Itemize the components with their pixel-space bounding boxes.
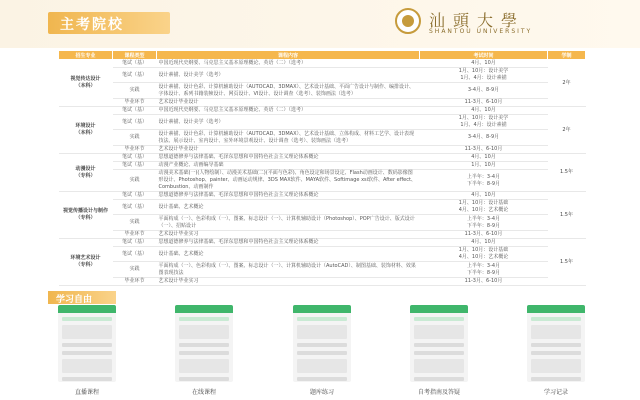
table-row <box>59 68 586 83</box>
app-screenshots <box>58 305 585 400</box>
cell-exam-time: 1月、10月：设计基础 4月、10月：艺术概论 <box>420 247 548 262</box>
table-header-row <box>59 51 586 60</box>
app-line <box>179 343 229 347</box>
cell-course-type: 毕业环节 <box>113 231 157 239</box>
cell-course-content: 设计素描、设计色彩、计算机辅助设计（AUTOCAD、3DMAX）、艺术设计基础、平面广告设计与制作、编排设计、字体设计、系列书籍装帧设计、网页设计、VI设计、设计调查（选考）、装饰画法（选考） <box>157 83 420 99</box>
cell-exam-time: 1月、10月：设计美学 1月、4月：设计素描 <box>420 68 548 83</box>
table-row <box>59 162 586 170</box>
cell-exam-time: 11-3月、6-10月 <box>420 146 548 154</box>
cell-exam-time: 4月、10月 <box>420 239 548 247</box>
header-banner <box>0 0 640 48</box>
table-row <box>59 60 586 68</box>
app-block <box>414 359 464 373</box>
app-line <box>62 343 112 347</box>
app-line <box>414 343 464 347</box>
cell-course-type: 笔试（基） <box>113 247 157 262</box>
app-line <box>297 351 347 355</box>
app-screenshot-label: 直播课程 <box>74 389 99 396</box>
app-line <box>179 351 229 355</box>
cell-course-content: 思想道德修养与法律基础、毛泽东思想和中国特色社会主义理论体系概论 <box>157 239 420 247</box>
cell-major: 动漫设计 （专科） <box>59 154 113 192</box>
app-header-bar <box>527 305 585 313</box>
cell-major: 视觉传达设计 （本科） <box>59 60 113 107</box>
app-line <box>179 377 229 381</box>
app-line <box>531 377 581 381</box>
cell-exam-time: 上半年：3-4月 下半年：8-9月 <box>420 262 548 278</box>
header-exam-time: 考试时间 <box>420 51 548 60</box>
app-screenshot-label: 学习记录 <box>543 389 568 396</box>
app-screenshot-label: 在线课程 <box>191 389 216 396</box>
app-line <box>414 377 464 381</box>
study-title: 学习自由 <box>56 295 93 305</box>
cell-course-type: 实践 <box>113 83 157 99</box>
cell-course-content: 艺术设计毕业实习 <box>157 231 420 239</box>
cell-course-content: 动漫美术基础(一)(人物绘制）、动漫美术基础(二)(平面与色彩)、角色设定和场景设定、Flash动画设计、数码影像图形设计、Photoshop、painter、动画运动规律、3DS MAX软件、MAYA软件、Softimage xsi软件、After effect、Combustion、动画制作 <box>157 170 420 192</box>
study-tab <box>48 291 116 304</box>
cell-exam-time: 上半年：3-4月 下半年：8-9月 <box>420 170 548 192</box>
cell-course-type: 笔试（基） <box>113 162 157 170</box>
app-line <box>62 351 112 355</box>
cell-course-content: 平面构成（一）、色彩构成（一）、图案、标志设计（一）、计算机辅助设计（AutoCAD）、制图基础、装饰材料、效果图表现技法 <box>157 262 420 278</box>
app-line <box>179 317 229 321</box>
cell-duration: 1.5年 <box>548 239 586 286</box>
cell-duration: 1.5年 <box>548 154 586 192</box>
cell-course-content: 动漫产业概论、动画编导基础 <box>157 162 420 170</box>
cell-course-type: 笔试（基） <box>113 115 157 130</box>
cell-course-content: 设计基础、艺术概论 <box>157 200 420 215</box>
page-title: 主考院校 <box>60 17 124 33</box>
app-line <box>297 317 347 321</box>
app-header-bar <box>410 305 468 313</box>
app-block <box>179 325 229 339</box>
app-line <box>531 343 581 347</box>
cell-course-type: 笔试（基） <box>113 239 157 247</box>
cell-course-type: 笔试（基） <box>113 68 157 83</box>
cell-exam-time: 上半年：3-4月 下半年：8-9月 <box>420 215 548 231</box>
app-header-bar <box>293 305 351 313</box>
logo-english-text: SHANTOU UNIVERSITY <box>429 28 533 35</box>
cell-course-content: 中国近现代史纲要、马克思主义基本原理概论、英语（二）（选考） <box>157 60 420 68</box>
cell-course-type: 笔试（基） <box>113 107 157 115</box>
cell-course-content: 设计素描、设计色彩、计算机辅助设计（AUTOCAD、3DMAX）、艺术设计基础、立体构成、材料工艺学、设计表现技法、展示设计、室内设计、室外环境景观设计、设计调查（选考）、装饰画法（选考） <box>157 130 420 146</box>
table-row <box>59 278 586 286</box>
cell-course-type: 笔试（基） <box>113 200 157 215</box>
cell-exam-time: 1月、10月：设计基础 4月、10月：艺术概论 <box>420 200 548 215</box>
app-header-bar <box>175 305 233 313</box>
table-row <box>59 170 586 192</box>
cell-course-content: 设计基础、艺术概论 <box>157 247 420 262</box>
table-row <box>59 130 586 146</box>
app-line <box>62 377 112 381</box>
app-line <box>297 343 347 347</box>
cell-exam-time: 11-3月、6-10月 <box>420 278 548 286</box>
app-header-bar <box>58 305 116 313</box>
app-line <box>414 317 464 321</box>
cell-course-type: 毕业环节 <box>113 146 157 154</box>
app-line <box>531 317 581 321</box>
table-row <box>59 231 586 239</box>
header-content: 课程内容 <box>157 51 420 60</box>
cell-course-content: 思想道德修养与法律基础、毛泽东思想和中国特色社会主义理论体系概论 <box>157 192 420 200</box>
table-row <box>59 107 586 115</box>
cell-major: 环境设计 （本科） <box>59 107 113 154</box>
app-screenshot <box>293 305 351 382</box>
cell-duration: 1.5年 <box>548 192 586 239</box>
table-row <box>59 200 586 215</box>
logo-chinese-text: 汕頭大學 <box>429 11 526 30</box>
university-seal-icon <box>395 8 421 34</box>
header-duration: 学制 <box>548 51 586 60</box>
table-row <box>59 146 586 154</box>
app-block <box>531 325 581 339</box>
cell-course-type: 笔试（基） <box>113 192 157 200</box>
app-block <box>531 359 581 373</box>
header-type: 课程类型 <box>113 51 157 60</box>
cell-course-content: 思想道德修养与法律基础、毛泽东思想和中国特色社会主义理论体系概论 <box>157 154 420 162</box>
table-row <box>59 262 586 278</box>
app-screenshot-label: 自考指南及答疑 <box>417 389 460 396</box>
cell-exam-time: 4月、10月 <box>420 60 548 68</box>
cell-course-type: 实践 <box>113 262 157 278</box>
app-screenshot <box>527 305 585 382</box>
cell-duration: 2年 <box>548 60 586 107</box>
cell-course-type: 笔试（基） <box>113 60 157 68</box>
cell-course-content: 艺术设计毕业设计 <box>157 99 420 107</box>
app-screenshot <box>58 305 116 382</box>
cell-exam-time: 4月、10月 <box>420 107 548 115</box>
app-block <box>414 325 464 339</box>
table-row <box>59 192 586 200</box>
app-block <box>62 359 112 373</box>
cell-exam-time: 4月、10月 <box>420 192 548 200</box>
app-line <box>62 317 112 321</box>
cell-course-type: 实践 <box>113 170 157 192</box>
course-table <box>58 50 586 286</box>
cell-exam-time: 1月、10月 <box>420 162 548 170</box>
cell-course-type: 实践 <box>113 215 157 231</box>
cell-exam-time: 11-3月、6-10月 <box>420 231 548 239</box>
app-screenshot-label: 题库练习 <box>309 389 334 396</box>
app-line <box>414 351 464 355</box>
cell-course-content: 艺术设计毕业实习 <box>157 278 420 286</box>
cell-major: 环境艺术设计 （专科） <box>59 239 113 286</box>
app-screenshot <box>175 305 233 382</box>
app-block <box>297 325 347 339</box>
app-line <box>531 351 581 355</box>
cell-exam-time: 1月、10月：设计美学 1月、4月：设计素描 <box>420 115 548 130</box>
table-row <box>59 239 586 247</box>
app-block <box>297 359 347 373</box>
cell-course-type: 实践 <box>113 130 157 146</box>
table-row <box>59 247 586 262</box>
header-major: 招生专业 <box>59 51 113 60</box>
table-row <box>59 115 586 130</box>
table-row <box>59 154 586 162</box>
cell-course-content: 中国近现代史纲要、马克思主义基本原理概论、英语（二）（选考） <box>157 107 420 115</box>
cell-course-content: 艺术设计毕业设计 <box>157 146 420 154</box>
cell-exam-time: 4月、10月 <box>420 154 548 162</box>
title-tab <box>48 12 170 34</box>
cell-exam-time: 3-4月、8-9月 <box>420 83 548 99</box>
cell-course-content: 设计素描、设计美学（选考） <box>157 115 420 130</box>
cell-major: 视觉传播设计与制作 （专科） <box>59 192 113 239</box>
cell-course-content: 设计素描、设计美学（选考） <box>157 68 420 83</box>
table-body <box>59 60 586 286</box>
cell-exam-time: 3-4月、8-9月 <box>420 130 548 146</box>
app-line <box>297 377 347 381</box>
cell-duration: 2年 <box>548 107 586 154</box>
cell-course-type: 笔试（基） <box>113 154 157 162</box>
table-row <box>59 83 586 99</box>
cell-course-type: 毕业环节 <box>113 99 157 107</box>
cell-course-content: 平面构成（一）、色彩构成（一）、图案、标志设计（一）、计算机辅助设计（Photoshop）、POP广告设计、版式设计（一）、招贴设计 <box>157 215 420 231</box>
cell-exam-time: 11-3月、6-10月 <box>420 99 548 107</box>
table-row <box>59 99 586 107</box>
university-logo <box>395 8 575 38</box>
app-block <box>62 325 112 339</box>
app-screenshot <box>410 305 468 382</box>
app-block <box>179 359 229 373</box>
cell-course-type: 毕业环节 <box>113 278 157 286</box>
table-row <box>59 215 586 231</box>
